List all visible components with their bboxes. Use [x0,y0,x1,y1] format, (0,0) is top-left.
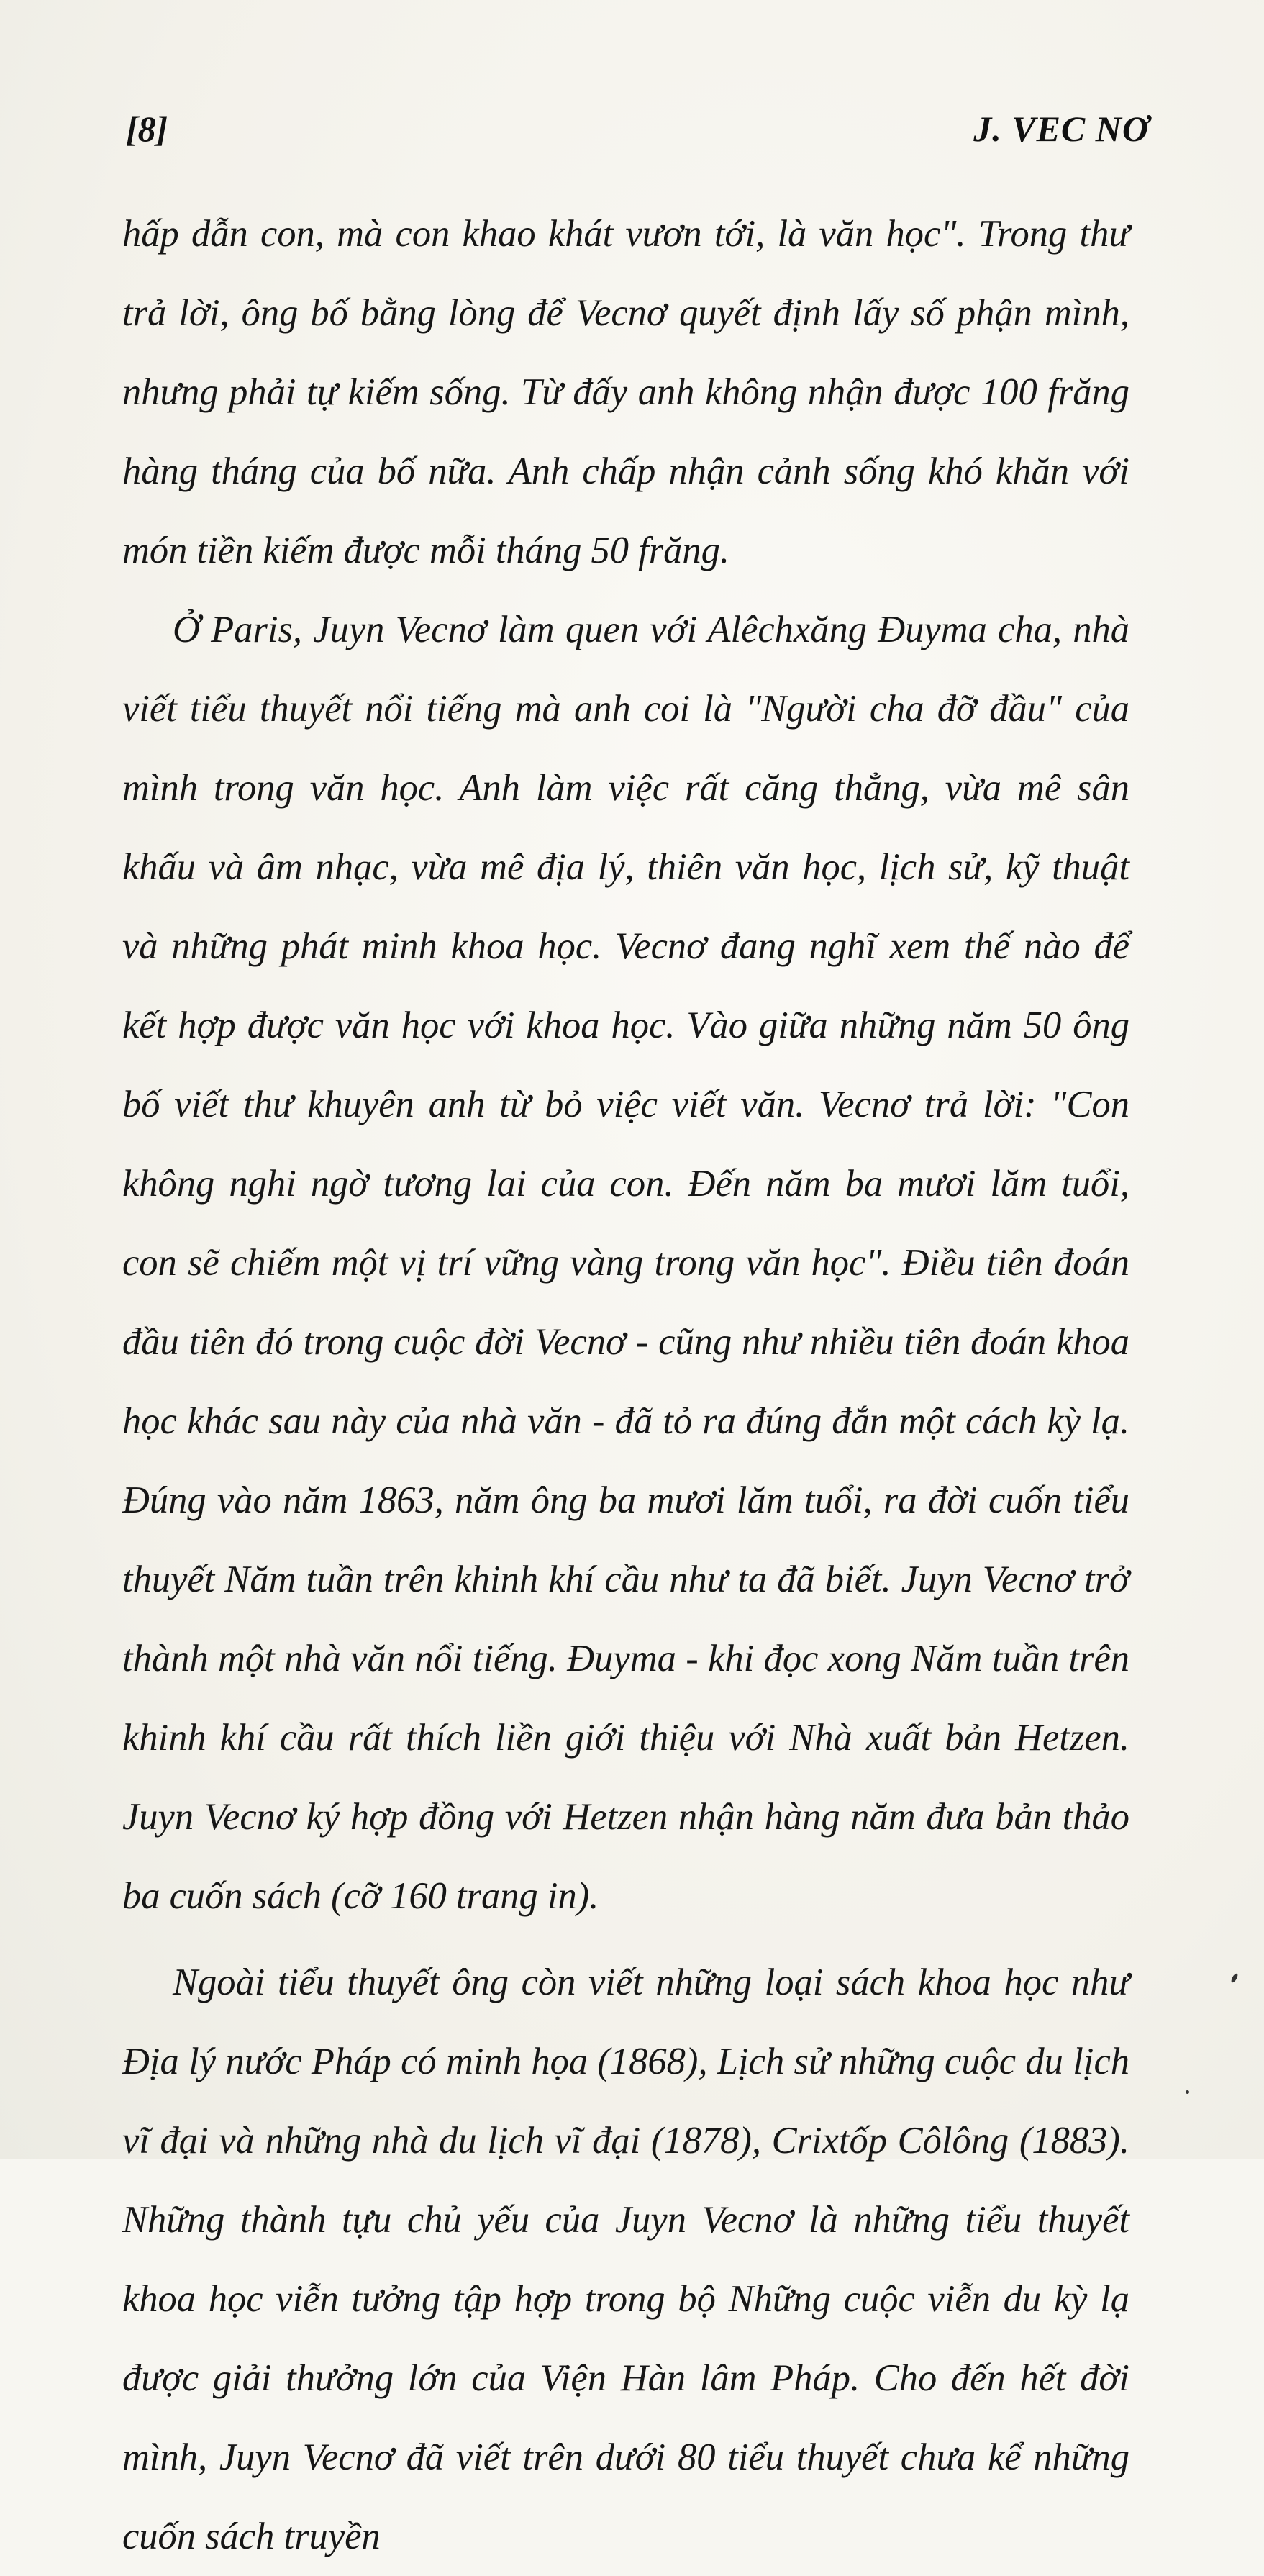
paragraph-1: hấp dẫn con, mà con khao khát vươn tới, là văn học". Trong thư trả lời, ông bố bằng lòng để Vecnơ quyết định lấy số phận mình, nhưng phải tự kiếm sống. Từ đấy anh không nhận được 100 frăng hàng tháng của bố nữa. Anh chấp nhận cảnh sống khó khăn với món tiền kiếm được mỗi tháng 50 frăng. [122,213,1129,571]
ink-speck [1230,1972,1239,1983]
running-head-author: J. VEC NƠ [973,109,1149,149]
paragraph-3: Ngoài tiểu thuyết ông còn viết những loại sách khoa học như Địa lý nước Pháp có minh họa (1868), Lịch sử những cuộc du lịch vĩ đại và những nhà du lịch vĩ đại (1878), Crixtốp Côlông (1883). Những thành tựu chủ yếu của Juyn Vecnơ là những tiểu thuyết khoa học viễn tưởng tập hợp trong bộ Những cuộc viễn du kỳ lạ được giải thưởng lớn của Viện Hàn lâm Pháp. Cho đến hết đời mình, Juyn Vecnơ đã viết trên dưới 80 tiểu thuyết chưa kể những cuốn sách truyền [122,1962,1129,2557]
ink-speck [1186,2090,1189,2094]
body-text [122,194,1129,2576]
page-number: [8] [126,109,168,149]
page-header [126,108,1149,158]
paragraph-2: Ở Paris, Juyn Vecnơ làm quen với Alêchxăng Đuyma cha, nhà viết tiểu thuyết nổi tiếng mà anh coi là "Người cha đỡ đầu" của mình trong văn học. Anh làm việc rất căng thẳng, vừa mê sân khấu và âm nhạc, vừa mê địa lý, thiên văn học, lịch sử, kỹ thuật và những phát minh khoa học. Vecnơ đang nghĩ xem thế nào để kết hợp được văn học với khoa học. Vào giữa những năm 50 ông bố viết thư khuyên anh từ bỏ việc viết văn. Vecnơ trả lời: "Con không nghi ngờ tương lai của con. Đến năm ba mươi lăm tuổi, con sẽ chiếm một vị trí vững vàng trong văn học". Điều tiên đoán đầu tiên đó trong cuộc đời Vecnơ - cũng như nhiều tiên đoán khoa học khác sau này của nhà văn - đã tỏ ra đúng đắn một cách kỳ lạ. Đúng vào năm 1863, năm ông ba mươi lăm tuổi, ra đời cuốn tiểu thuyết Năm tuần trên khinh khí cầu như ta đã biết. Juyn Vecnơ trở thành một nhà văn nổi tiếng. Đuyma - khi đọc xong Năm tuần trên khinh khí cầu rất thích liền giới thiệu với Nhà xuất bản Hetzen. Juyn Vecnơ ký hợp đồng với Hetzen nhận hàng năm đưa bản thảo ba cuốn sách (cỡ 160 trang in). [122,609,1129,1917]
